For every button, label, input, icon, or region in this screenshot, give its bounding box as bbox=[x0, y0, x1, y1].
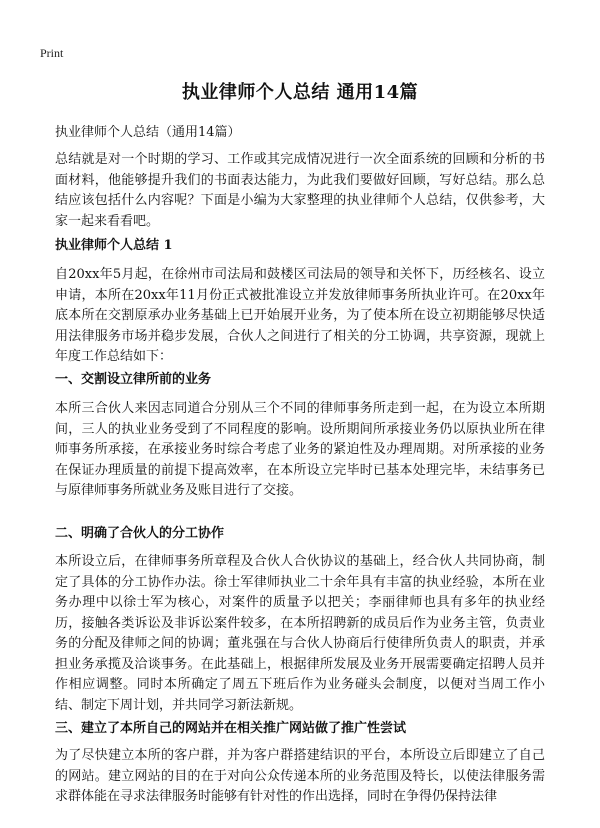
paragraph-1: 本所三合伙人来因志同道合分别从三个不同的律师事务所走到一起，在为设立本所期间，三人的执业业务受到了不同程度的影响。设所期间所承接业务仍以原执业所在律师事务所承接，在承接业务时综合考虑了业务的紧迫性及办理周期。对所承接的业务在保证办理质量的前提下提高效率，在本所设立完毕时已基本处理完毕，未结事务已与原律师事务所就业务及账目进行了交接。 bbox=[55, 401, 545, 498]
section1-paragraph: 自20xx年5月起，在徐州市司法局和鼓楼区司法局的领导和关怀下，历经核名、设立申请，本所在20xx年11月份正式被批准设立并发放律师事务所执业许可。在20xx年底本所在交割原承办业务基础上已开始展开业务，为了使本所在设立初期能够尽快适用法律服务市场并稳步发展，合伙人之间进行了相关的分工协调，共享资源，现就上年度工作总结如下： bbox=[55, 267, 545, 364]
page-title: 执业律师个人总结 通用14篇 bbox=[181, 82, 419, 103]
document-subtitle: 执业律师个人总结（通用14篇） bbox=[55, 125, 241, 140]
print-label[interactable]: Print bbox=[40, 46, 64, 60]
subheading-3: 三、建立了本所自己的网站并在相关推广网站做了推广性尝试 bbox=[55, 721, 407, 736]
subheading-2: 二、明确了合伙人的分工协作 bbox=[55, 526, 225, 541]
section-heading-1: 执业律师个人总结 1 bbox=[55, 238, 173, 253]
paragraph-2: 本所设立后，在律师事务所章程及合伙人合伙协议的基础上，经合伙人共同协商，制定了具体的分工协作办法。徐士军律师执业二十余年具有丰富的执业经验，本所在业务办理中以徐士军为核心，对案件的质量予以把关；李丽律师也具有多年的执业经历，接触各类诉讼及非诉讼案件较多，在本所招聘新的成员后作为业务主管，负责业务的分配及律师之间的协调；董兆强在与合伙人协商后行使律所负责人的职责，并承担业务承揽及洽谈事务。在此基础上，根据律所发展及业务开展需要确定招聘人员并作相应调整。同时本所确定了周五下班后作为业务碰头会制度，以便对当周工作小结、制定下周计划，并共同学习新法新规。 bbox=[55, 554, 545, 713]
intro-paragraph: 总结就是对一个时期的学习、工作或其完成情况进行一次全面系统的回顾和分析的书面材料，他能够提升我们的书面表达能力，为此我们要做好回顾，写好总结。那么总结应该包括什么内容呢？下面是小编为大家整理的执业律师个人总结，仅供参考，大家一起来看看吧。 bbox=[55, 152, 545, 229]
subheading-1: 一、交割设立律所前的业务 bbox=[55, 372, 212, 387]
paragraph-3: 为了尽快建立本所的客户群，并为客户群搭建结识的平台，本所设立后即建立了自己的网站。建立网站的目的在于对向公众传递本所的业务范围及特长，以使法律服务需求群体能在寻求法律服务时能够有针对性的作出选择，同时在争得仍保持法律 bbox=[55, 748, 545, 804]
